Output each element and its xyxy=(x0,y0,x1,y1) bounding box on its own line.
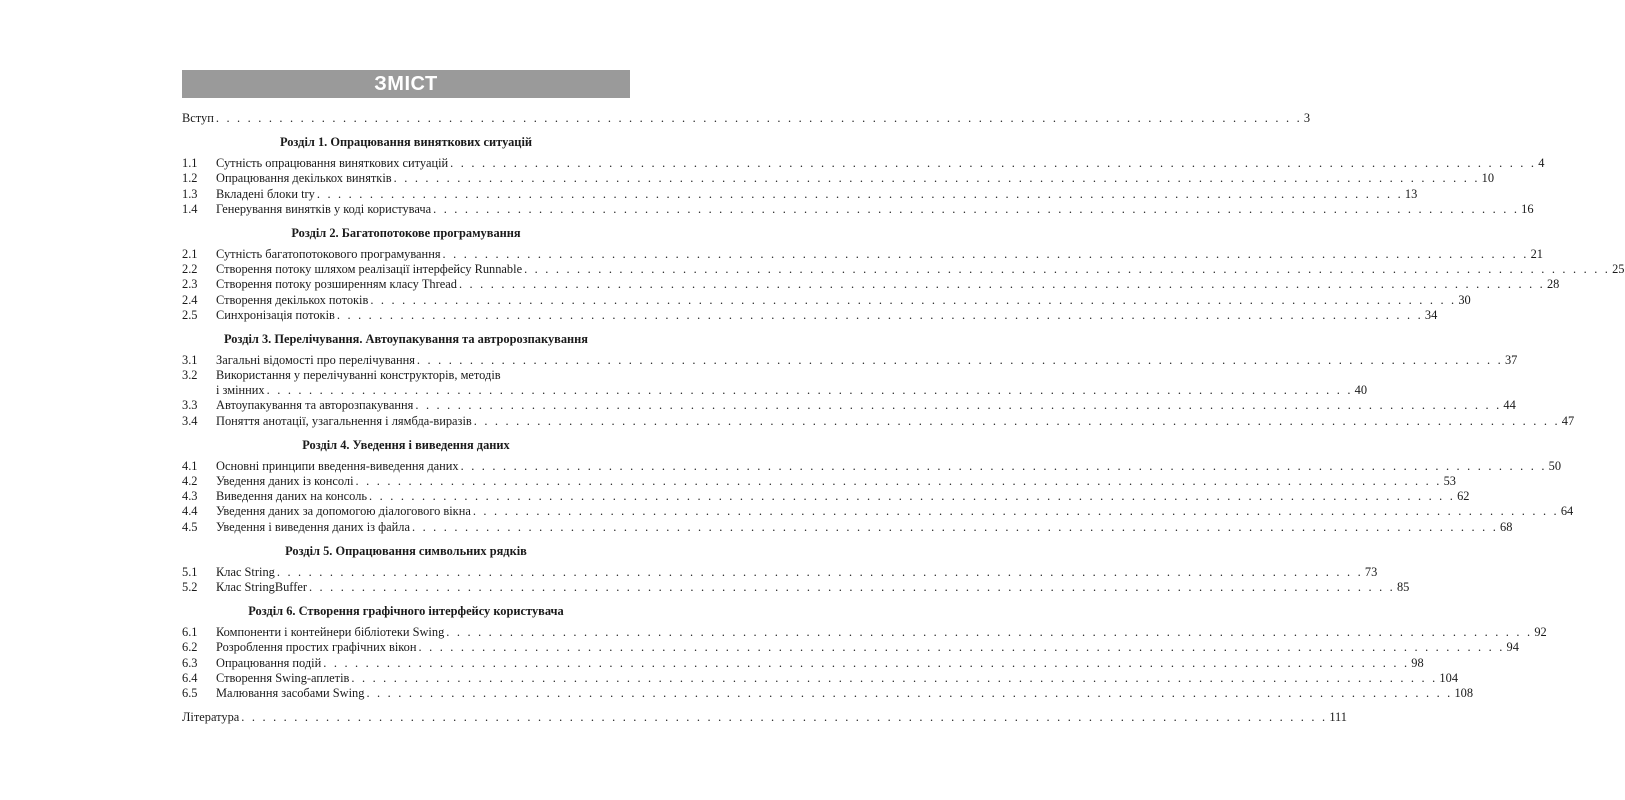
entry-text: Автоупакування та авторозпакування xyxy=(216,398,414,413)
entry-text: Поняття анотації, узагальнення і лямбда-виразів xyxy=(216,413,472,428)
leader-dots xyxy=(241,710,1327,725)
toc-entry[interactable] xyxy=(182,655,1424,671)
entry-text: Основні принципи введення-виведення даних xyxy=(216,458,459,473)
toc-page xyxy=(182,70,1625,725)
entry-number: 6.2 xyxy=(182,640,198,655)
leader-dots xyxy=(459,277,1545,292)
entry-text: Сутність багатопотокового програмування xyxy=(216,246,441,261)
toc-entry[interactable] xyxy=(182,307,1438,323)
section-heading[interactable]: Розділ 2. Багатопотокове програмування xyxy=(291,225,521,240)
toc-title: ЗМІСТ xyxy=(182,70,630,98)
entry-number: 6.5 xyxy=(182,685,198,700)
entry-text: Література xyxy=(182,710,240,725)
entry-text: Вкладені блоки try xyxy=(216,186,315,201)
leader-dots xyxy=(394,171,1480,186)
entry-text: Створення потоку розширенням класу Thread xyxy=(216,277,457,292)
entry-text: Генерування винятків у коді користувача xyxy=(216,201,432,216)
toc-section xyxy=(182,543,1410,595)
toc-section xyxy=(182,437,1574,535)
toc-entry[interactable] xyxy=(182,262,1625,277)
leader-dots xyxy=(337,308,1423,323)
toc-entry[interactable] xyxy=(182,186,1418,202)
entry-page: 44 xyxy=(1503,398,1516,413)
entry-text: Створення Swing-аплетів xyxy=(216,670,350,685)
toc-section xyxy=(182,225,1625,323)
entry-text: Створення декількох потоків xyxy=(216,292,369,307)
leader-dots xyxy=(366,686,1452,701)
leader-dots xyxy=(417,353,1503,368)
toc-entry[interactable] xyxy=(182,413,1575,429)
entry-text: Створення потоку шляхом реалізації інтерфейсу Runnable xyxy=(216,262,523,277)
entry-text: Уведення даних із консолі xyxy=(216,474,354,488)
entry-text: Виведення даних на консоль xyxy=(216,489,368,504)
leader-dots xyxy=(412,520,1498,535)
entry-page: 108 xyxy=(1454,685,1474,700)
leader-dots xyxy=(415,398,1501,413)
leader-dots xyxy=(323,656,1409,671)
entry-text: і змінних xyxy=(216,383,265,398)
entry-text: Розроблення простих графічних вікон xyxy=(216,640,417,655)
leader-dots xyxy=(450,156,1536,171)
entry-page: 92 xyxy=(1534,625,1547,640)
leader-dots xyxy=(216,111,1302,126)
toc-entry[interactable] xyxy=(182,489,1470,504)
entry-number: 2.5 xyxy=(182,307,198,322)
section-heading[interactable]: Розділ 3. Перелічування. Автоупакування та автророзпакування xyxy=(223,331,589,346)
entry-text: Опрацювання подій xyxy=(216,655,322,670)
entry-page: 30 xyxy=(1458,292,1471,307)
toc-entry[interactable] xyxy=(182,246,1543,262)
toc-entry[interactable] xyxy=(182,685,1474,701)
entry-page: 25 xyxy=(1612,262,1625,277)
entry-text: Синхронізація потоків xyxy=(216,307,335,322)
toc-entry[interactable] xyxy=(182,625,1547,640)
entry-text: Опрацювання декількох винятків xyxy=(216,171,392,186)
toc-entry[interactable] xyxy=(182,277,1560,292)
leader-dots xyxy=(461,459,1547,474)
entry-text: Уведення даних за допомогою діалогового вікна xyxy=(216,504,471,519)
entry-number: 1.1 xyxy=(182,156,198,171)
toc-entry[interactable] xyxy=(182,504,1574,519)
toc-entry[interactable] xyxy=(182,640,1519,655)
section-heading[interactable]: Розділ 4. Уведення і виведення даних xyxy=(302,437,510,452)
entry-text: Клас String xyxy=(216,564,275,579)
entry-page: 16 xyxy=(1521,201,1534,216)
entry-number: 1.3 xyxy=(182,186,198,201)
leader-dots xyxy=(317,187,1403,202)
entry-number: 2.1 xyxy=(182,246,198,261)
entry-page: 10 xyxy=(1481,171,1495,186)
leader-dots xyxy=(474,414,1560,429)
entry-number: 6.1 xyxy=(182,625,198,640)
entry-number: 3.1 xyxy=(182,352,198,367)
toc-entry[interactable] xyxy=(182,519,1513,535)
entry-page: 3 xyxy=(1303,111,1311,125)
entry-number: 1.2 xyxy=(182,171,198,186)
entry-page: 4 xyxy=(1538,156,1545,171)
section-heading[interactable]: Розділ 6. Створення графічного інтерфейсу користувача xyxy=(248,604,564,619)
entry-number: 6.4 xyxy=(182,670,198,685)
toc-section xyxy=(182,604,1547,701)
entry-text: Компоненти і контейнери бібліотеки Swing xyxy=(216,625,445,640)
entry-page: 37 xyxy=(1504,352,1518,367)
toc-entry-intro[interactable] xyxy=(182,111,1311,126)
entry-page: 50 xyxy=(1548,458,1562,473)
entry-text: Малювання засобами Swing xyxy=(216,685,365,700)
entry-page: 40 xyxy=(1354,383,1368,398)
leader-dots xyxy=(369,489,1455,504)
toc-entry[interactable] xyxy=(182,474,1456,489)
entry-page: 13 xyxy=(1404,186,1418,201)
leader-dots xyxy=(277,565,1363,580)
entry-page: 28 xyxy=(1546,277,1560,292)
entry-text: Загальні відомості про перелічування xyxy=(216,352,415,367)
entry-page: 111 xyxy=(1329,710,1347,725)
entry-number: 4.5 xyxy=(182,519,198,534)
toc-entry[interactable] xyxy=(182,171,1495,186)
toc-entry[interactable] xyxy=(182,201,1534,217)
entry-number: 1.4 xyxy=(182,201,198,216)
entry-number: 5.2 xyxy=(182,579,198,594)
entry-number: 2.3 xyxy=(182,277,198,292)
toc-entry[interactable] xyxy=(182,564,1378,580)
entry-page: 21 xyxy=(1530,246,1543,261)
leader-dots xyxy=(419,640,1505,655)
toc-entry[interactable] xyxy=(182,670,1459,686)
leader-dots xyxy=(443,247,1529,262)
toc-entry[interactable] xyxy=(182,352,1518,368)
entry-number: 4.3 xyxy=(182,489,198,504)
toc-sections xyxy=(182,135,1625,701)
toc-entry[interactable] xyxy=(182,292,1471,308)
entry-page: 34 xyxy=(1424,307,1438,322)
entry-page: 98 xyxy=(1411,655,1424,670)
entry-page: 94 xyxy=(1506,640,1519,655)
leader-dots xyxy=(446,625,1532,640)
section-heading[interactable]: Розділ 1. Опрацювання виняткових ситуацій xyxy=(279,135,533,150)
entry-page: 62 xyxy=(1457,489,1470,504)
leader-dots xyxy=(309,580,1395,595)
toc-entry[interactable] xyxy=(182,398,1516,413)
leader-dots xyxy=(370,293,1456,308)
leader-dots xyxy=(356,474,1442,489)
entry-page: 73 xyxy=(1364,564,1378,579)
entry-number: 4.4 xyxy=(182,504,198,519)
toc-entry-continuation[interactable] xyxy=(182,383,1368,398)
entry-number: 4.2 xyxy=(182,474,198,488)
entry-page: 68 xyxy=(1500,519,1513,534)
entry-text: Сутність опрацювання виняткових ситуацій xyxy=(216,156,449,171)
entry-text: Вступ xyxy=(182,111,214,125)
entry-page: 104 xyxy=(1439,670,1459,685)
entry-text: Клас StringBuffer xyxy=(216,579,307,594)
entry-number: 6.3 xyxy=(182,655,198,670)
toc-entry[interactable] xyxy=(182,156,1545,171)
leader-dots xyxy=(473,504,1559,519)
entry-number: 2.2 xyxy=(182,262,198,277)
entry-page: 47 xyxy=(1561,413,1575,428)
toc-entry[interactable] xyxy=(182,458,1562,474)
entry-number: 2.4 xyxy=(182,292,198,307)
entry-text: Уведення і виведення даних із файла xyxy=(216,519,410,534)
leader-dots xyxy=(351,671,1437,686)
toc-entry-literature[interactable] xyxy=(182,710,1347,725)
toc-section xyxy=(182,135,1545,217)
entry-page: 64 xyxy=(1560,504,1574,519)
leader-dots xyxy=(267,383,1353,398)
entry-number: 3.4 xyxy=(182,413,198,428)
entry-number: 4.1 xyxy=(182,458,198,473)
entry-page: 85 xyxy=(1396,579,1410,594)
entry-number: 5.1 xyxy=(182,564,198,579)
toc-entry[interactable] xyxy=(182,579,1410,595)
entry-text: Використання у перелічуванні конструкторів, методів xyxy=(216,368,501,383)
leader-dots xyxy=(433,202,1519,217)
leader-dots xyxy=(524,262,1610,277)
toc-section xyxy=(182,331,1575,429)
entry-number: 3.2 xyxy=(182,368,198,383)
toc-entry[interactable] xyxy=(182,368,630,383)
section-heading[interactable]: Розділ 5. Опрацювання символьних рядків xyxy=(285,543,527,558)
entry-page: 53 xyxy=(1443,474,1456,488)
entry-number: 3.3 xyxy=(182,398,198,413)
